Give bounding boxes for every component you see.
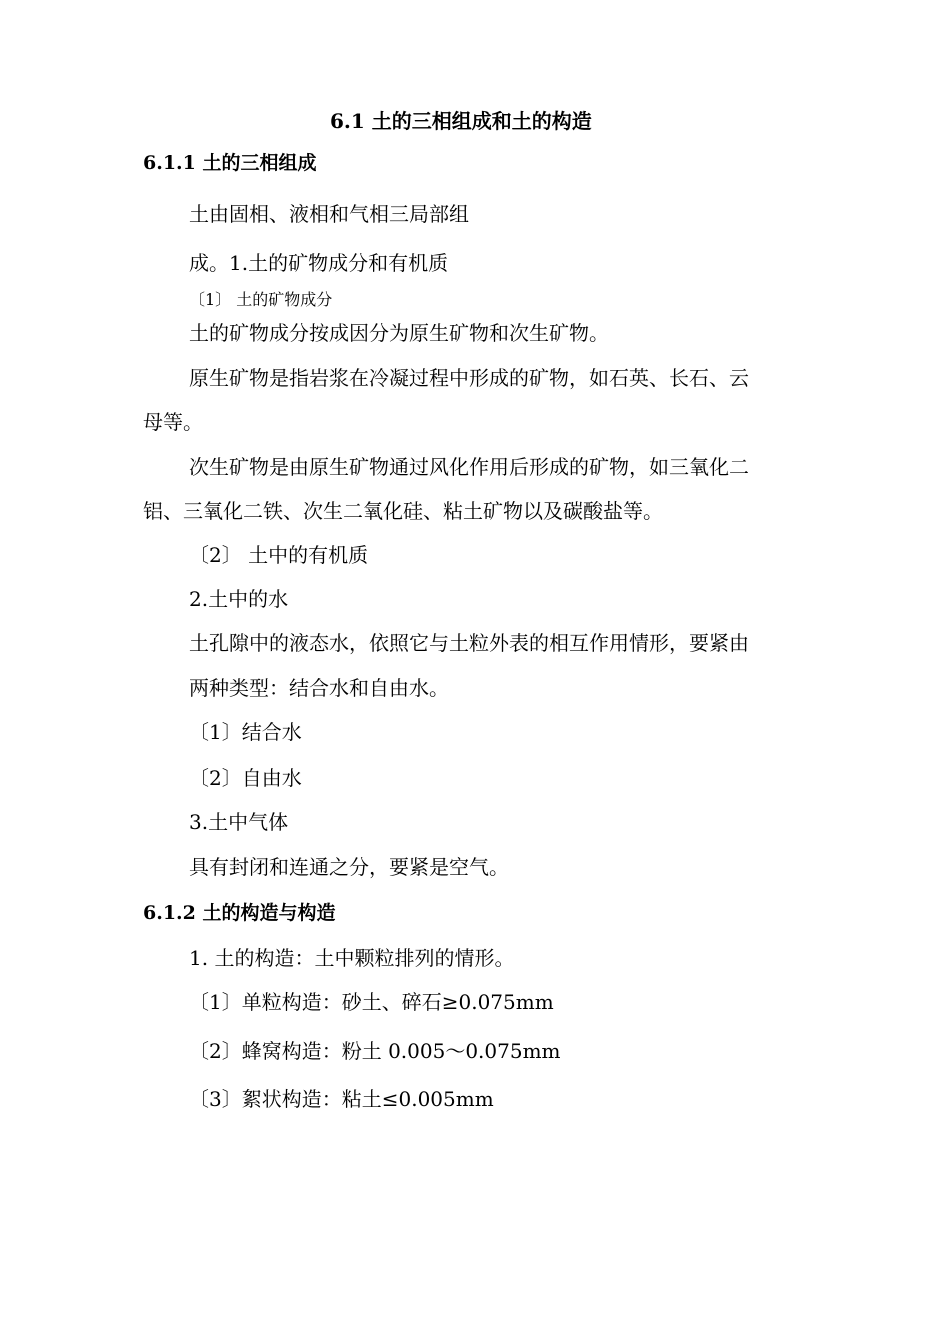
- paragraph-line: 土孔隙中的液态水，依照它与土粒外表的相互作用情形，要紧由: [189, 631, 749, 655]
- subheading-organic: 〔2〕 土中的有机质: [189, 543, 369, 567]
- paragraph-line: 成。1.土的矿物成分和有机质: [189, 251, 449, 275]
- subheading-minerals: 〔1〕 土的矿物成分: [189, 290, 333, 309]
- paragraph-line: 土的矿物成分按成因分为原生矿物和次生矿物。: [189, 321, 609, 345]
- paragraph-line: 两种类型：结合水和自由水。: [189, 676, 449, 700]
- paragraph-line: 母等。: [143, 410, 203, 434]
- page-title: 6.1 土的三相组成和土的构造: [330, 109, 592, 133]
- list-item: 〔1〕单粒构造：砂土、碎石≥0.075mm: [189, 990, 554, 1014]
- list-item: 〔2〕自由水: [189, 766, 302, 790]
- paragraph-line: 铝、三氧化二铁、次生二氧化硅、粘土矿物以及碳酸盐等。: [143, 499, 663, 523]
- section-heading-6-1-1: 6.1.1 土的三相组成: [143, 152, 317, 174]
- subheading-gas: 3.土中气体: [189, 810, 289, 834]
- paragraph-line: 具有封闭和连通之分，要紧是空气。: [189, 855, 509, 879]
- list-item: 〔3〕絮状构造：粘土≤0.005mm: [189, 1087, 494, 1111]
- paragraph-line: 次生矿物是由原生矿物通过风化作用后形成的矿物，如三氧化二: [189, 455, 749, 479]
- paragraph-line: 土由固相、液相和气相三局部组: [189, 202, 469, 226]
- paragraph-line: 原生矿物是指岩浆在冷凝过程中形成的矿物，如石英、长石、云: [189, 366, 749, 390]
- subheading-water: 2.土中的水: [189, 587, 289, 611]
- list-item: 〔1〕结合水: [189, 720, 302, 744]
- paragraph-line: 1. 土的构造：土中颗粒排列的情形。: [189, 946, 515, 970]
- list-item: 〔2〕蜂窝构造：粉土 0.005～0.075mm: [189, 1039, 561, 1063]
- section-heading-6-1-2: 6.1.2 土的构造与构造: [143, 902, 336, 924]
